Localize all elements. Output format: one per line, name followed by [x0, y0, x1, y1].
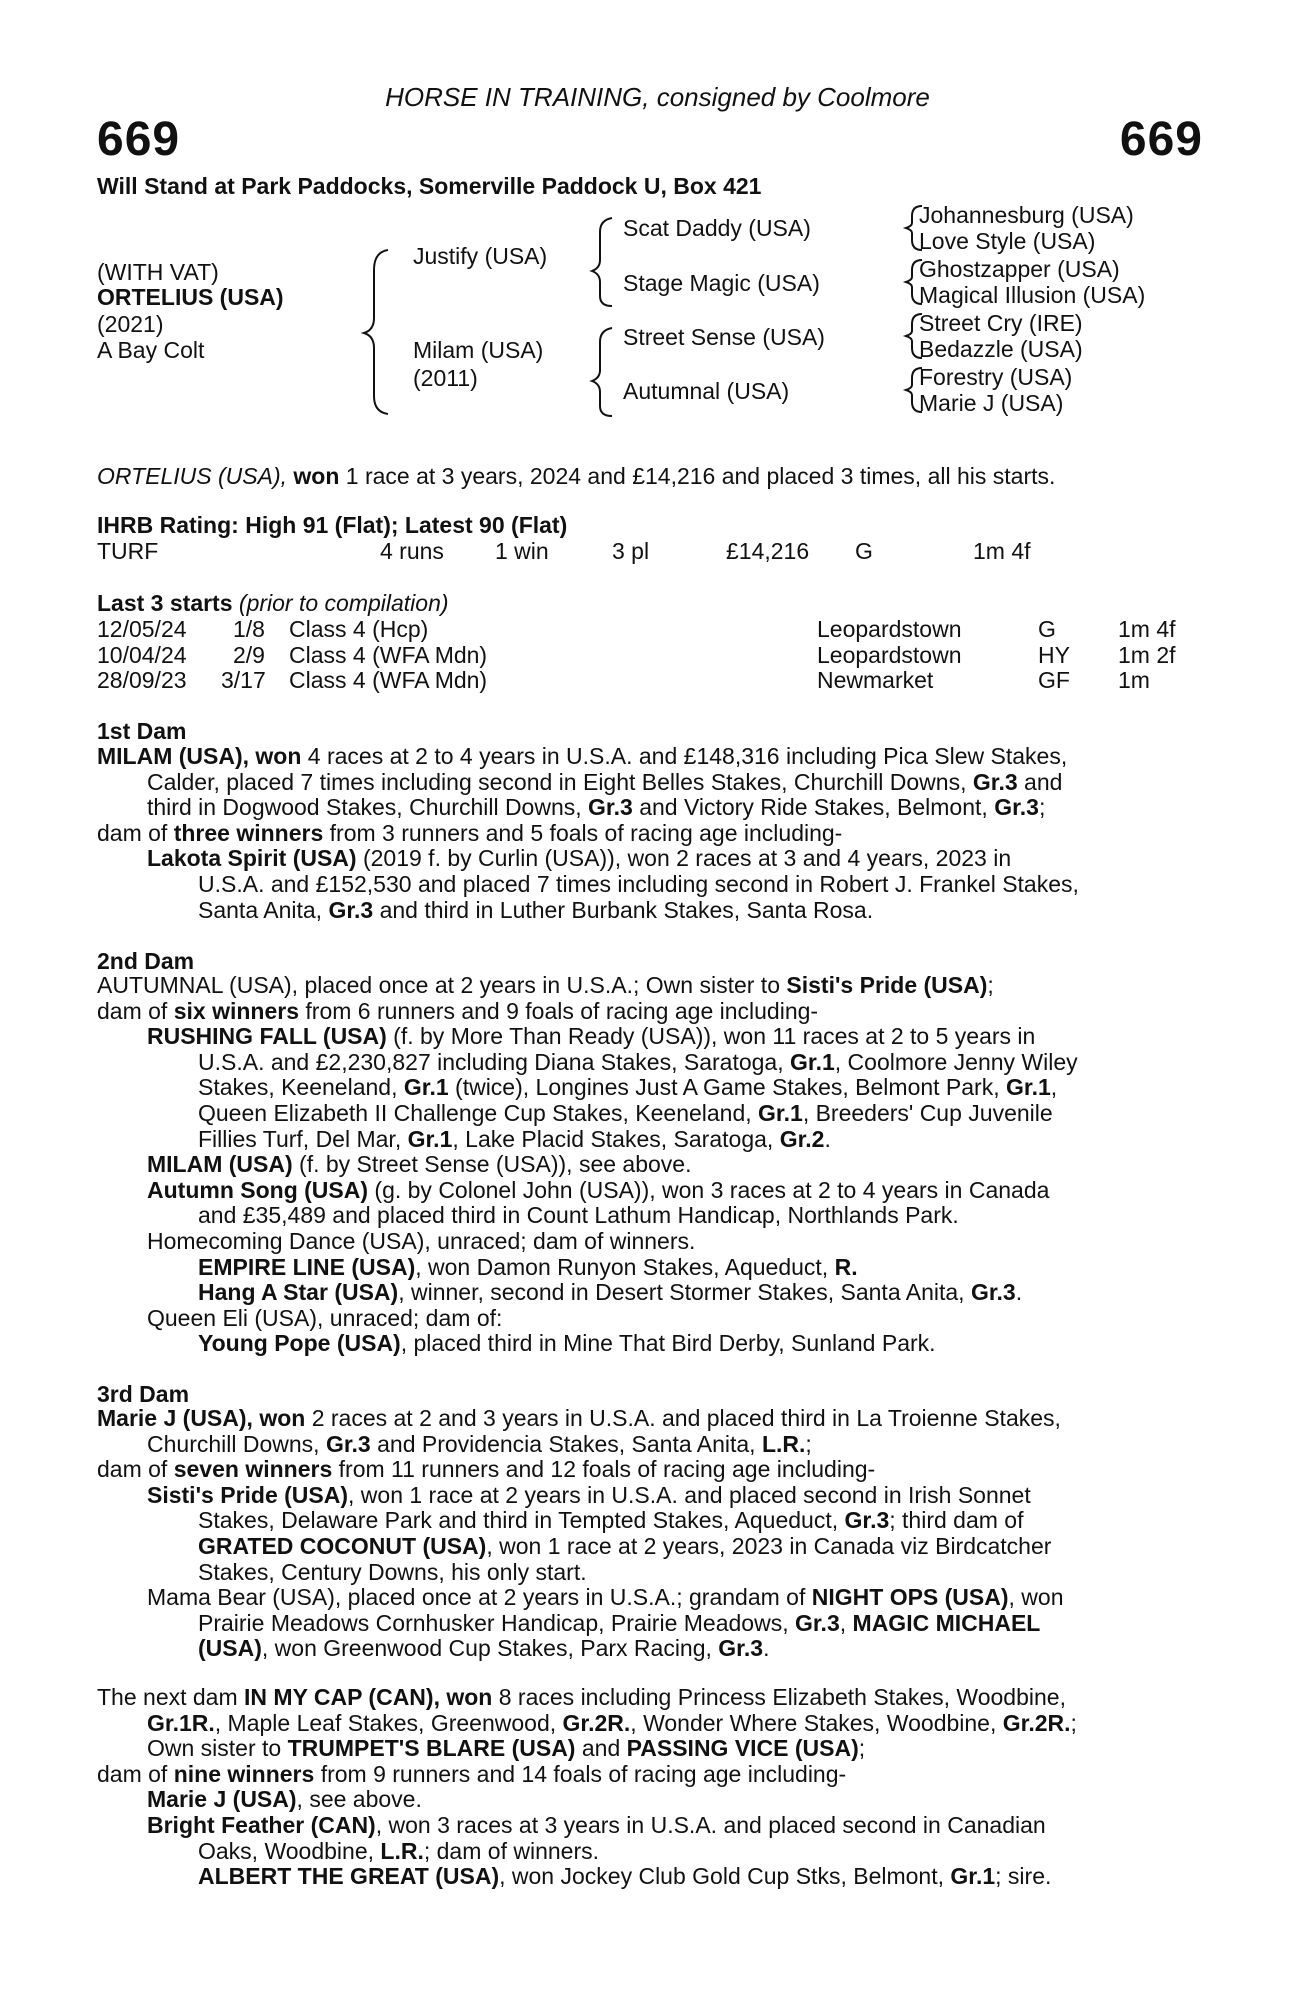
text-span: Calder, placed 7 times including second in Eight Belles Stakes, Churchill Downs,	[147, 768, 973, 795]
text-span: (twice), Longines Just A Game Stakes, Belmont Park,	[448, 1074, 1006, 1101]
rating-distance: 1m 4f	[973, 538, 1031, 564]
text-span: , Maple Leaf Stakes, Greenwood,	[214, 1709, 563, 1736]
lot-number-right: 669	[1119, 113, 1203, 166]
text-span: and £35,489 and placed third in Count Lathum Handicap, Northlands Park.	[198, 1202, 959, 1229]
start-distance: 1m 2f	[1118, 642, 1176, 668]
pedigree-sire: Justify (USA)	[413, 243, 548, 269]
text-span: U.S.A. and £2,230,827 including Diana Stakes, Saratoga,	[198, 1048, 791, 1075]
race-summary	[97, 463, 1055, 490]
grade-label: Gr.3	[970, 1279, 1016, 1306]
text-span: Queen Eli (USA), unraced; dam of:	[147, 1304, 503, 1331]
progeny-name: Hang A Star (USA)	[198, 1279, 399, 1306]
text-span: Homecoming Dance (USA), unraced; dam of winners.	[147, 1227, 696, 1254]
progeny-name: Young Pope (USA)	[198, 1330, 401, 1357]
next-dam-text	[97, 1685, 1207, 1890]
text-span: Stakes, Keeneland,	[198, 1074, 404, 1101]
start-course: Leopardstown	[817, 642, 962, 668]
text-span: , Lake Placid Stakes, Saratoga,	[452, 1125, 780, 1152]
grade-label: Gr.1	[790, 1048, 835, 1075]
progeny-name: (USA)	[198, 1635, 262, 1662]
text-span: Prairie Meadows Cornhusker Handicap, Prairie Meadows,	[198, 1609, 795, 1636]
text-span: from 9 runners and 14 foals of racing age including-	[314, 1760, 847, 1787]
pedigree-sire-sire: Scat Daddy (USA)	[623, 215, 811, 241]
text-span: and Providencia Stakes, Santa Anita,	[370, 1430, 762, 1457]
pedigree-gen4-5: Street Cry (IRE)	[919, 310, 1083, 336]
second-dam-heading: 2nd Dam	[97, 948, 195, 974]
grade-label: Gr.1R.	[147, 1709, 215, 1736]
text-span: 4 races at 2 to 4 years in U.S.A. and £148,316 including Pica Slew Stakes,	[301, 743, 1068, 769]
text-span: , Breeders' Cup Juvenile	[802, 1099, 1053, 1126]
pedigree-gen4-6: Bedazzle (USA)	[919, 336, 1083, 362]
grade-label: Gr.2R.	[562, 1709, 631, 1736]
pedigree-brace-sire	[592, 218, 612, 306]
grade-label: L.R.	[380, 1837, 424, 1864]
start-class: Class 4 (WFA Mdn)	[289, 642, 488, 668]
summary-won: won	[293, 463, 340, 489]
grade-label: Gr.3	[844, 1507, 890, 1534]
text-span: dam of	[97, 819, 174, 846]
start-going: HY	[1038, 642, 1070, 668]
text-span: Stakes, Century Downs, his only start.	[198, 1558, 587, 1585]
text-span: third in Dogwood Stakes, Churchill Downs,	[147, 794, 589, 821]
progeny-name: Marie J (USA)	[147, 1786, 297, 1813]
summary-text: 1 race at 3 years, 2024 and £14,216 and placed 3 times, all his starts.	[345, 463, 1056, 489]
start-position: 1/8	[233, 616, 265, 642]
text-span: , Coolmore Jenny Wiley	[834, 1048, 1078, 1075]
grade-label: L.R.	[761, 1430, 806, 1457]
rating-surface: TURF	[97, 538, 159, 564]
start-position: 3/17	[221, 667, 266, 693]
horse-year: (2021)	[97, 311, 164, 337]
pedigree-dam: Milam (USA)	[413, 337, 544, 363]
winners-count: nine winners	[173, 1760, 315, 1787]
first-dam-text	[97, 744, 1207, 923]
text-span: 2 races at 2 and 3 years in U.S.A. and placed third in La Troienne Stakes,	[305, 1405, 1061, 1431]
grade-label: Gr.1	[1006, 1074, 1051, 1101]
progeny-name: ALBERT THE GREAT (USA)	[198, 1863, 500, 1890]
text-span: 8 races including Princess Elizabeth Stakes, Woodbine,	[492, 1684, 1066, 1710]
text-span: , won Greenwood Cup Stakes, Parx Racing,	[261, 1635, 719, 1662]
text-span: Oaks, Woodbine,	[198, 1837, 381, 1864]
text-span: U.S.A. and £152,530 and placed 7 times including second in Robert J. Frankel Stakes,	[198, 870, 1079, 897]
start-class: Class 4 (WFA Mdn)	[289, 667, 488, 693]
progeny-name: Sisti's Pride (USA)	[147, 1481, 349, 1508]
text-span: from 3 runners and 5 foals of racing age including-	[323, 819, 843, 846]
start-date: 28/09/23	[97, 667, 187, 693]
grade-label: Gr.1	[407, 1125, 453, 1152]
text-span: , won Damon Runyon Stakes, Aqueduct,	[415, 1253, 835, 1280]
start-going: G	[1038, 616, 1056, 642]
pedigree-brace-dam	[592, 328, 612, 416]
text-span: from 6 runners and 9 foals of racing age including-	[299, 997, 819, 1024]
text-span: and	[1017, 768, 1063, 795]
text-span: (g. by Colonel John (USA)), won 3 races at 2 to 4 years in Canada	[368, 1176, 1050, 1203]
text-span: , won 1 race at 2 years in U.S.A. and placed second in Irish Sonnet	[348, 1481, 1031, 1508]
starts-subtitle: (prior to compilation)	[238, 590, 449, 616]
progeny-name: NIGHT OPS (USA)	[811, 1584, 1009, 1611]
progeny-name: EMPIRE LINE (USA)	[198, 1253, 416, 1280]
text-span: AUTUMNAL (USA), placed once at 2 years in U.S.A.; Own sister to	[97, 972, 787, 998]
text-span: .	[824, 1125, 831, 1152]
winners-count: three winners	[173, 819, 324, 846]
text-span: Own sister to	[147, 1735, 288, 1762]
progeny-name: Autumn Song (USA)	[147, 1176, 369, 1203]
pedigree-dam-sire: Street Sense (USA)	[623, 324, 825, 350]
grade-label: Gr.3	[328, 896, 374, 923]
pedigree-gen4-7: Forestry (USA)	[919, 364, 1073, 390]
pedigree-gen4-1: Johannesburg (USA)	[919, 202, 1134, 228]
dam1-name: MILAM (USA), won	[97, 743, 302, 769]
text-span: from 11 runners and 12 foals of racing age including-	[332, 1456, 876, 1483]
text-span: (2019 f. by Curlin (USA)), won 2 races at 3 and 4 years, 2023 in	[356, 845, 1012, 872]
vat-label: (WITH VAT)	[97, 259, 219, 285]
text-span: .	[1015, 1279, 1023, 1306]
grade-label: Gr.2R.	[1002, 1709, 1071, 1736]
text-span: , won 3 races at 3 years in U.S.A. and placed second in Canadian	[375, 1811, 1046, 1838]
grade-label: Gr.1	[758, 1099, 803, 1126]
rating-prize: £14,216	[726, 538, 810, 564]
next-dam-name: IN MY CAP (CAN), won	[244, 1684, 493, 1710]
text-span: dam of	[97, 1456, 174, 1483]
start-position: 2/9	[233, 642, 265, 668]
text-span: ,	[1050, 1074, 1058, 1101]
text-span: ; third dam of	[889, 1507, 1024, 1534]
start-distance: 1m	[1118, 667, 1150, 693]
text-span: ;	[1070, 1709, 1077, 1736]
text-span: , winner, second in Desert Stormer Stakes, Santa Anita,	[398, 1279, 971, 1306]
text-span: ;	[805, 1430, 812, 1457]
text-span: , Wonder Where Stakes, Woodbine,	[630, 1709, 1003, 1736]
grade-label: Gr.2	[779, 1125, 825, 1152]
text-span: dam of	[97, 1760, 174, 1787]
start-date: 10/04/24	[97, 642, 187, 668]
start-course: Newmarket	[817, 667, 934, 693]
pedigree-gen4-3: Ghostzapper (USA)	[919, 256, 1120, 282]
grade-label: R.	[834, 1253, 858, 1280]
text-span: , see above.	[296, 1786, 422, 1813]
pedigree-dam-year: (2011)	[413, 365, 478, 391]
stand-location: Will Stand at Park Paddocks, Somerville Paddock U, Box 421	[97, 173, 762, 199]
grade-label: Gr.3	[994, 794, 1039, 821]
text-span: ; dam of winners.	[423, 1837, 599, 1864]
sister-name: Sisti's Pride (USA)	[786, 972, 988, 998]
rating-going: G	[855, 538, 873, 564]
second-dam-text	[97, 973, 1207, 1357]
text-span: and Victory Ride Stakes, Belmont,	[632, 794, 995, 821]
winners-count: seven winners	[173, 1456, 333, 1483]
rating-wins: 1 win	[495, 538, 549, 564]
text-span: ,	[839, 1609, 853, 1636]
text-span: , won 1 race at 2 years, 2023 in Canada viz Birdcatcher	[486, 1532, 1052, 1559]
grade-label: Gr.3	[588, 794, 633, 821]
text-span: Santa Anita,	[198, 896, 329, 923]
text-span: , won	[1008, 1584, 1064, 1611]
sister-name: TRUMPET'S BLARE (USA)	[287, 1735, 576, 1762]
text-span: (f. by More Than Ready (USA)), won 11 races at 2 to 5 years in	[386, 1023, 1036, 1050]
grade-label: Gr.3	[718, 1635, 764, 1662]
text-span: Queen Elizabeth II Challenge Cup Stakes, Keeneland,	[198, 1099, 759, 1126]
start-course: Leopardstown	[817, 616, 962, 642]
text-span: ;	[987, 972, 994, 998]
grade-label: Gr.1	[950, 1863, 996, 1890]
text-span: .	[763, 1635, 770, 1662]
summary-horse-name: ORTELIUS (USA),	[97, 463, 287, 489]
progeny-name: MAGIC MICHAEL	[852, 1609, 1041, 1636]
horse-description: A Bay Colt	[97, 337, 205, 363]
progeny-name: Bright Feather (CAN)	[147, 1811, 376, 1838]
catalogue-header: HORSE IN TRAINING, consigned by Coolmore	[385, 82, 930, 112]
rating-title: IHRB Rating: High 91 (Flat); Latest 90 (Flat)	[97, 512, 568, 538]
third-dam-text	[97, 1406, 1207, 1662]
sister-name: PASSING VICE (USA)	[626, 1735, 859, 1762]
pedigree-gen4-8: Marie J (USA)	[919, 390, 1064, 416]
pedigree-gen4-4: Magical Illusion (USA)	[919, 282, 1146, 308]
text-span: , placed third in Mine That Bird Derby, Sunland Park.	[400, 1330, 936, 1357]
start-class: Class 4 (Hcp)	[289, 616, 429, 642]
progeny-name: RUSHING FALL (USA)	[147, 1023, 387, 1050]
progeny-name: Lakota Spirit (USA)	[147, 845, 357, 872]
pedigree-gen4-2: Love Style (USA)	[919, 228, 1096, 254]
progeny-name: MILAM (USA)	[147, 1151, 293, 1178]
text-span: , won Jockey Club Gold Cup Stks, Belmont,	[499, 1863, 951, 1890]
grade-label: Gr.3	[794, 1609, 840, 1636]
third-dam-heading: 3rd Dam	[97, 1381, 190, 1407]
first-dam-heading: 1st Dam	[97, 718, 187, 744]
lot-number-left: 669	[97, 113, 181, 166]
horse-name: ORTELIUS (USA)	[97, 284, 284, 310]
text-span: Mama Bear (USA), placed once at 2 years in U.S.A.; grandam of	[147, 1584, 812, 1611]
text-span: ;	[1038, 794, 1046, 821]
text-span: Churchill Downs,	[147, 1430, 326, 1457]
text-span: ;	[858, 1735, 866, 1762]
start-distance: 1m 4f	[1118, 616, 1176, 642]
pedigree-sire-dam: Stage Magic (USA)	[623, 270, 820, 296]
text-span: dam of	[97, 997, 174, 1024]
text-span: Stakes, Delaware Park and third in Tempted Stakes, Aqueduct,	[198, 1507, 845, 1534]
pedigree-dam-dam: Autumnal (USA)	[623, 378, 790, 404]
start-going: GF	[1038, 667, 1070, 693]
rating-runs: 4 runs	[380, 538, 444, 564]
text-span: (f. by Street Sense (USA)), see above.	[292, 1151, 692, 1178]
winners-count: six winners	[173, 997, 299, 1024]
text-span: and third in Luther Burbank Stakes, Santa Rosa.	[373, 896, 874, 923]
starts-heading	[97, 590, 449, 617]
grade-label: Gr.3	[325, 1430, 371, 1457]
grade-label: Gr.3	[972, 768, 1018, 795]
text-span: ; sire.	[995, 1863, 1052, 1890]
dam3-name: Marie J (USA), won	[97, 1405, 306, 1431]
pedigree-brace-main	[364, 250, 388, 414]
text-span: The next dam	[97, 1684, 245, 1710]
text-span: and	[575, 1735, 627, 1762]
progeny-name: GRATED COCONUT (USA)	[198, 1532, 487, 1559]
starts-title: Last 3 starts	[97, 590, 233, 616]
grade-label: Gr.1	[403, 1074, 449, 1101]
text-span: Fillies Turf, Del Mar,	[198, 1125, 408, 1152]
rating-placed: 3 pl	[612, 538, 650, 564]
start-date: 12/05/24	[97, 616, 187, 642]
